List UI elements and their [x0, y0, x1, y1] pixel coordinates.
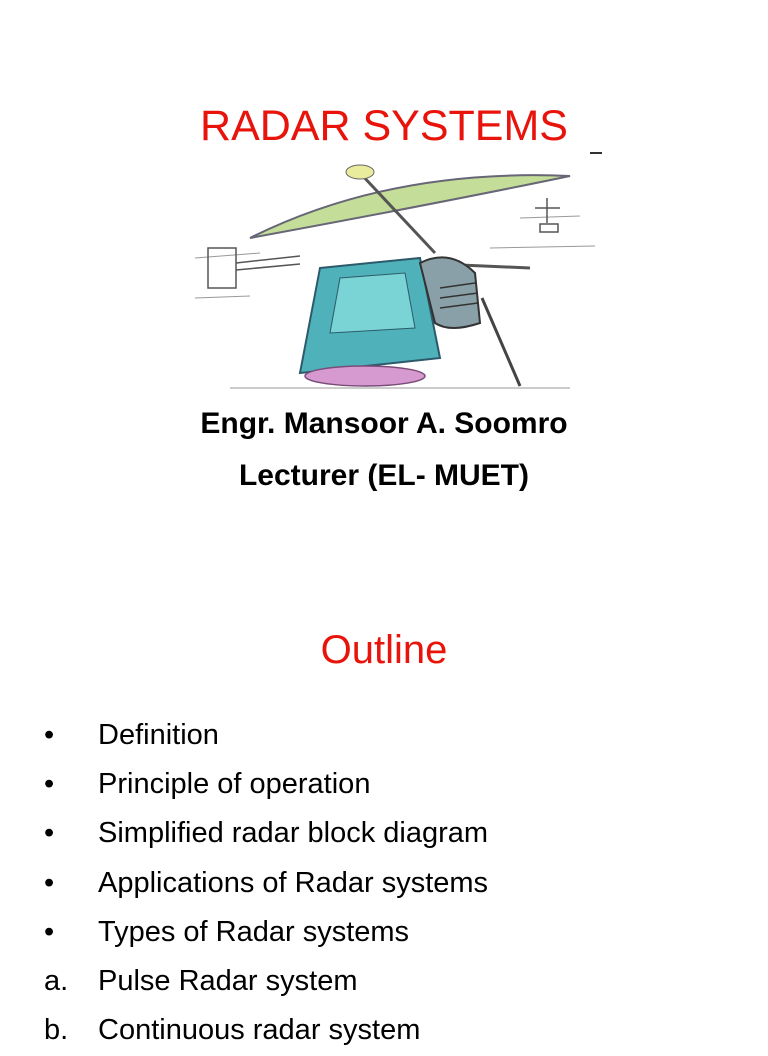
bullet-marker: b. [44, 1014, 69, 1047]
radar-dish [250, 175, 570, 238]
author-role: Lecturer (EL- MUET) [238, 459, 529, 492]
list-item-label: Definition [98, 719, 219, 751]
radar-operator-illustration [190, 158, 602, 390]
list-item [0, 761, 768, 810]
list-item [0, 958, 768, 1007]
bullet-marker: • [44, 866, 55, 899]
outline-list [0, 712, 768, 1056]
bullet-marker: • [44, 768, 55, 801]
author-name: Engr. Mansoor A. Soomro [200, 407, 568, 440]
bullet-marker: • [44, 915, 55, 948]
list-item-label: Applications of Radar systems [98, 866, 489, 899]
left-device-sketch [208, 248, 300, 288]
list-item [0, 1007, 768, 1056]
title-underline-mark [590, 152, 602, 154]
list-item [0, 909, 768, 958]
list-item-label: Continuous radar system [98, 1014, 421, 1047]
list-item-label: Simplified radar block diagram [98, 817, 489, 850]
base-platform [305, 366, 425, 386]
list-item-label: Types of Radar systems [98, 915, 410, 948]
list-item-label: Principle of operation [98, 768, 371, 801]
bullet-marker: • [44, 719, 55, 751]
author-block [0, 404, 768, 496]
slide-title: RADAR SYSTEMS [200, 102, 568, 150]
bullet-marker: a. [44, 964, 69, 997]
bullet-marker: • [44, 817, 55, 850]
list-item [0, 860, 768, 909]
list-item-label: Pulse Radar system [98, 964, 358, 997]
right-sketch-symbols [535, 198, 560, 232]
list-item [0, 810, 768, 859]
list-item [0, 712, 768, 761]
outline-heading: Outline [320, 628, 448, 672]
